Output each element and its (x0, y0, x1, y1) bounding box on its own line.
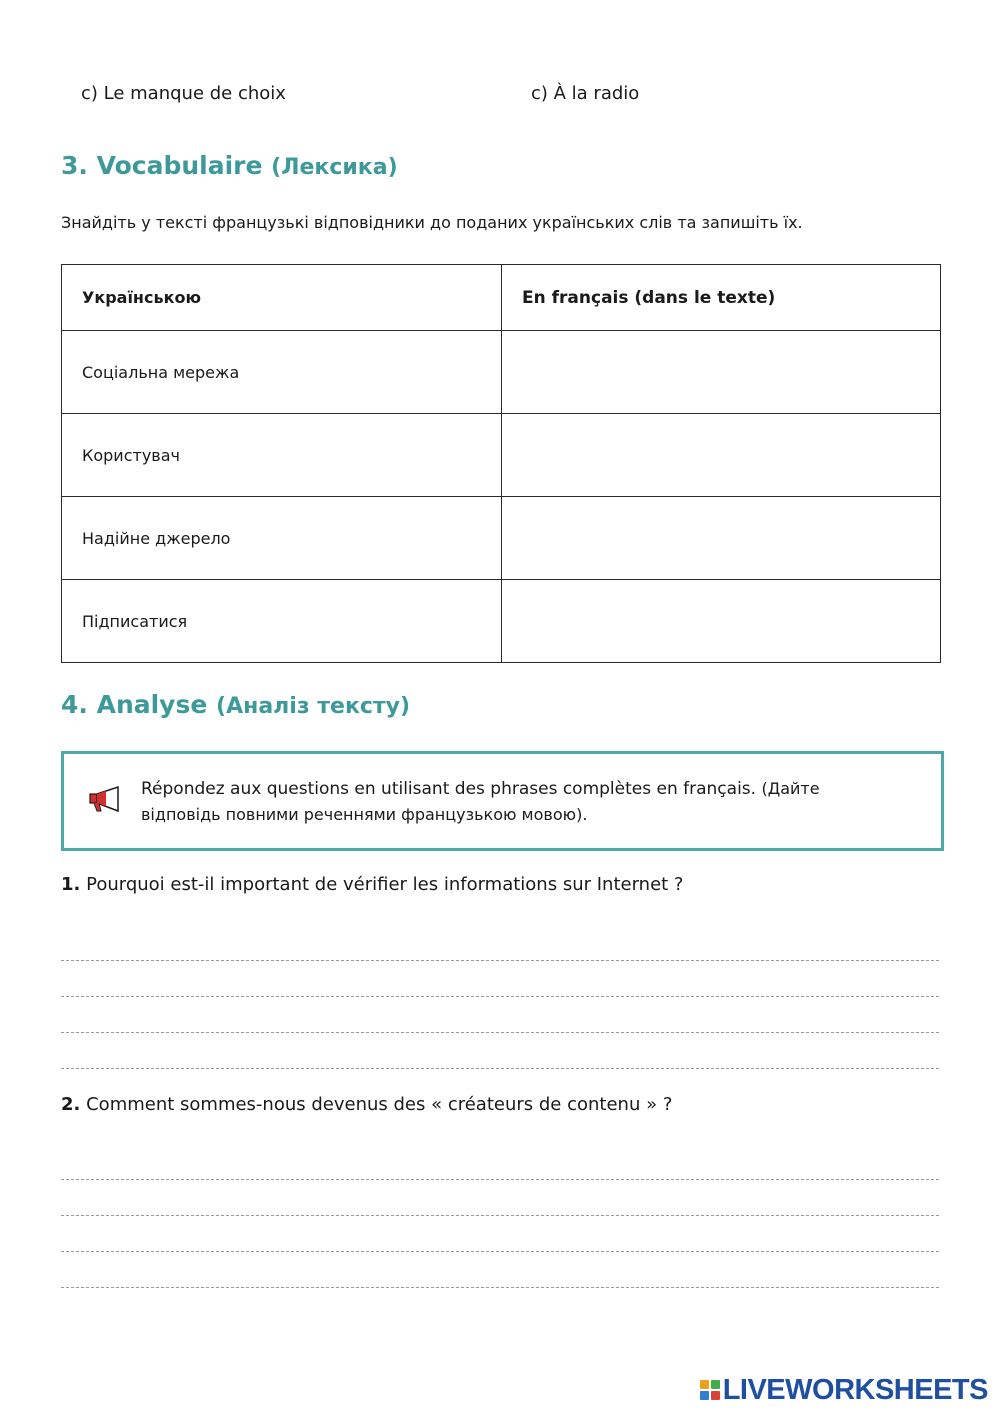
logo-tile (711, 1380, 720, 1389)
note-text-french: Répondez aux questions en utilisant des phrases complètes en français. (141, 779, 757, 799)
section-3-title: 3. Vocabulaire (61, 151, 263, 180)
vocabulary-table (61, 264, 941, 663)
option-c-left: c) Le manque de choix (81, 83, 286, 104)
answer-cell[interactable] (502, 414, 941, 497)
question-1 (61, 874, 683, 895)
table-row (62, 331, 941, 414)
answer-cell[interactable] (502, 580, 941, 663)
note-text (141, 776, 901, 828)
answer-line[interactable] (61, 1032, 939, 1033)
table-row (62, 580, 941, 663)
note-text-ukrainian-open: (Дайте (761, 779, 820, 798)
logo-tile (711, 1391, 720, 1400)
section-4-heading (61, 690, 410, 719)
word-ukrainian: Користувач (62, 414, 502, 497)
answer-line[interactable] (61, 1251, 939, 1252)
question-number: 2. (61, 1094, 81, 1115)
answer-line[interactable] (61, 1287, 939, 1288)
answer-line[interactable] (61, 960, 939, 961)
logo-text: LIVEWORKSHEETS (722, 1373, 988, 1406)
megaphone-icon (88, 784, 124, 814)
header-ukrainian: Українською (62, 265, 502, 331)
question-text: Comment sommes-nous devenus des « créateurs de contenu » ? (86, 1094, 673, 1115)
answer-line[interactable] (61, 1068, 939, 1069)
answer-line[interactable] (61, 996, 939, 997)
question-2 (61, 1094, 672, 1115)
word-ukrainian: Підписатися (62, 580, 502, 663)
question-text: Pourquoi est-il important de vérifier les informations sur Internet ? (86, 874, 684, 895)
answer-line[interactable] (61, 1215, 939, 1216)
logo-tile (700, 1391, 709, 1400)
section-4-title: 4. Analyse (61, 690, 208, 719)
liveworksheets-logo[interactable] (700, 1374, 988, 1406)
question-number: 1. (61, 874, 81, 895)
section-3-subtitle: (Лексика) (271, 155, 398, 180)
option-c-right: c) À la radio (531, 83, 640, 104)
section-3-heading (61, 151, 398, 180)
section-4-subtitle: (Аналіз тексту) (216, 694, 411, 719)
logo-tiles-icon (700, 1380, 720, 1400)
table-header-row (62, 265, 941, 331)
word-ukrainian: Соціальна мережа (62, 331, 502, 414)
answer-cell[interactable] (502, 331, 941, 414)
logo-tile (700, 1380, 709, 1389)
instruction-note-box (61, 751, 944, 851)
section-3-instruction: Знайдіть у тексті французькі відповідники до поданих українських слів та запишіть їх. (61, 213, 803, 232)
note-text-ukrainian-rest: відповідь повними реченнями французькою мовою). (141, 805, 588, 824)
header-french: En français (dans le texte) (502, 265, 941, 331)
answer-line[interactable] (61, 1179, 939, 1180)
answer-cell[interactable] (502, 497, 941, 580)
table-row (62, 497, 941, 580)
table-row (62, 414, 941, 497)
word-ukrainian: Надійне джерело (62, 497, 502, 580)
